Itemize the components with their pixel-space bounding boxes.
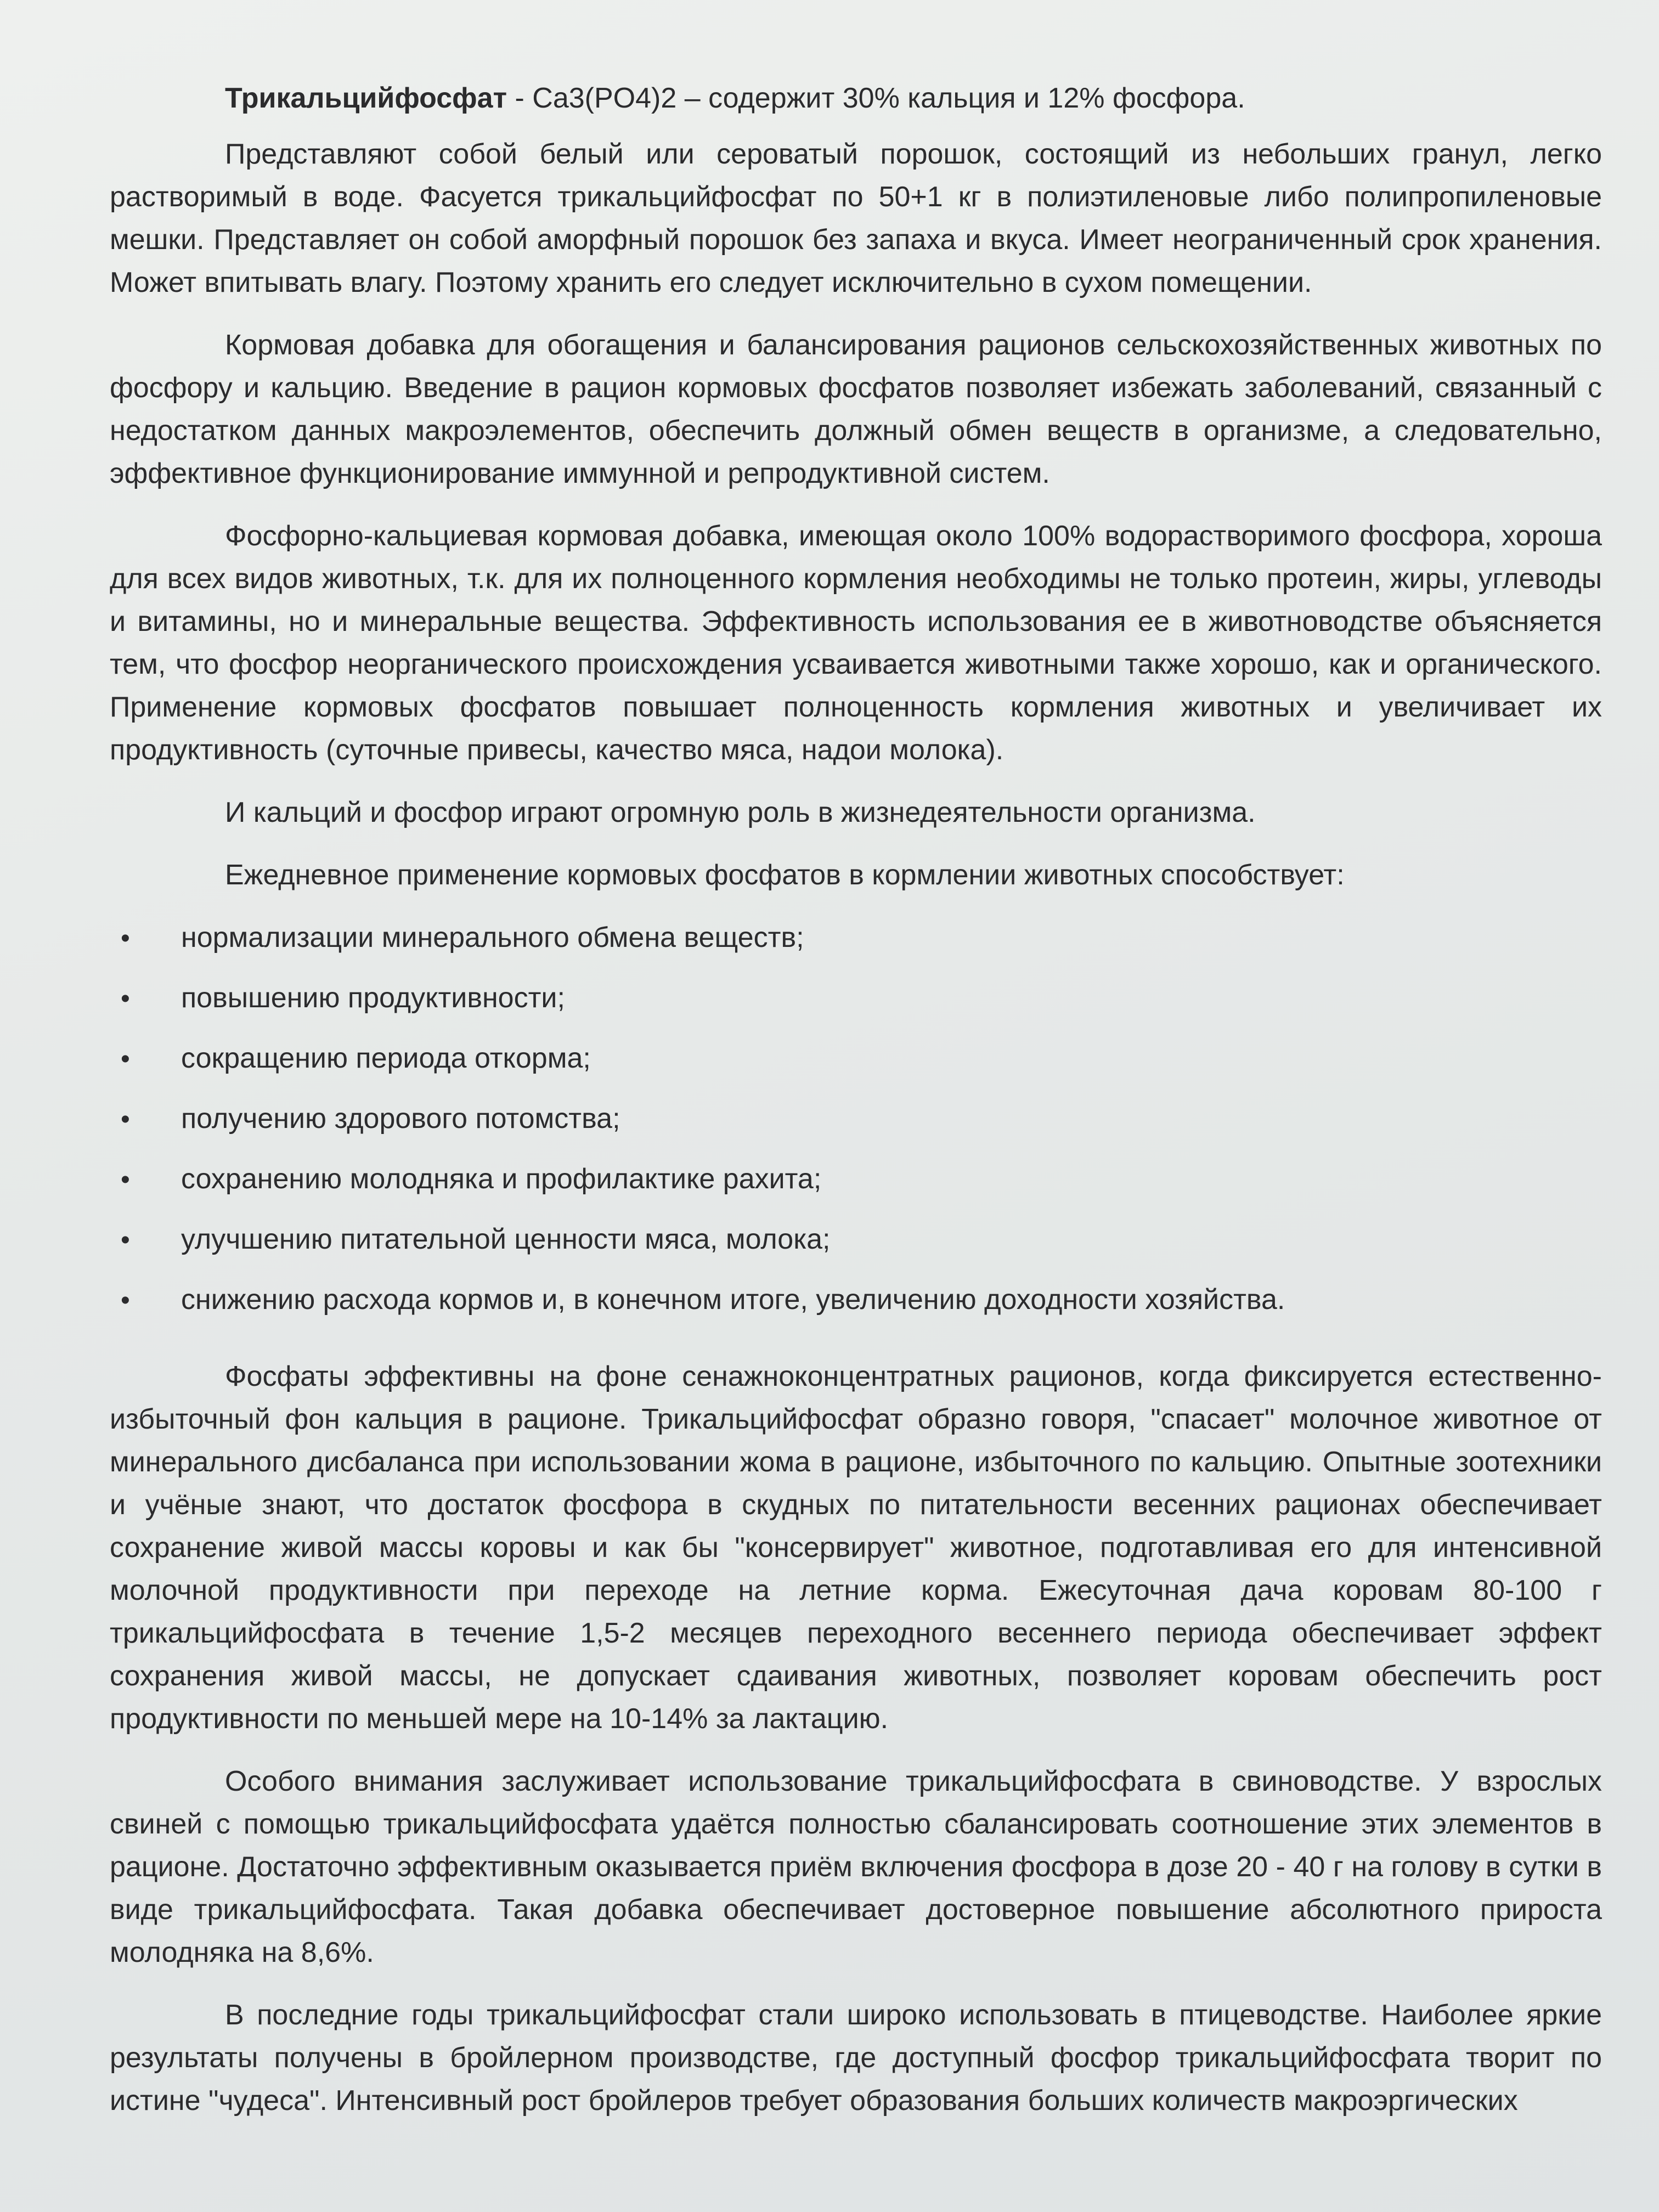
document-body — [110, 77, 1602, 2122]
list-item-text: улучшению питательной ценности мяса, молока; — [181, 1223, 831, 1255]
paragraph-phosphorus-calcium: Фосфорно-кальциевая кормовая добавка, имеющая около 100% водорастворимого фосфора, хороша для всех видов животных, т.к. для их полноценного кормления необходимы не только протеин, жиры, углеводы и витамины, но и минеральные вещества. Эффективность использования ее в животноводстве объясняется тем, что фосфор неорганического происхождения усваивается животными также хорошо, как и органического. Применение кормовых фосфатов повышает полноценность кормления животных и увеличивает их продуктивность (суточные привесы, качество мяса, надои молока). — [110, 520, 1602, 766]
list-item-text: снижению расхода кормов и, в конечном итоге, увеличению доходности хозяйства. — [181, 1284, 1285, 1316]
list-item-text: сохранению молодняка и профилактике рахита; — [181, 1163, 822, 1195]
list-item — [110, 1158, 1602, 1218]
paragraph-dairy: Фосфаты эффективны на фоне сенажноконцентратных рационов, когда фиксируется естественно-избыточный фон кальция в рационе. Трикальцийфосфат образно говоря, "спасает" молочное животное от минерального дисбаланса при использовании жома в рационе, избыточного по кальцию. Опытные зоотехники и учёные знают, что достаток фосфора в скудных по питательности весенних рационах обеспечивает сохранение живой массы коровы и как бы "консервирует" животное, подготавливая его для интенсивной молочной продуктивности при переходе на летние корма. Ежесуточная дача коровам 80-100 г трикальцийфосфата в течение 1,5-2 месяцев переходного весеннего периода обеспечивает эффект сохранения живой массы, не допускает сдаивания животных, позволяет коровам обеспечить рост продуктивности по меньшей мере на 10-14% за лактацию. — [110, 1361, 1602, 1735]
list-item — [110, 916, 1602, 977]
bullet-icon: • — [121, 1226, 130, 1255]
list-item-text: получению здорового потомства; — [181, 1103, 620, 1135]
bullet-icon: • — [121, 984, 130, 1013]
heading-bold-title: Трикальцийфосфат — [225, 82, 507, 114]
list-item — [110, 977, 1602, 1037]
list-item-text: повышению продуктивности; — [181, 982, 565, 1014]
bullet-icon: • — [121, 1165, 130, 1194]
heading-formula: - Ca3(PO4)2 – содержит 30% кальция и 12% фосфора. — [507, 82, 1245, 114]
bullet-icon: • — [121, 1105, 130, 1134]
paragraph-poultry: В последние годы трикальцийфосфат стали широко использовать в птицеводстве. Наиболее яркие результаты получены в бройлерном производстве, где доступный фосфор трикальцийфосфата творит по истине "чудеса". Интенсивный рост бройлеров требует образования больших количеств макроэргических — [110, 1999, 1602, 2117]
list-item-text: сокращению периода откорма; — [181, 1042, 591, 1074]
benefits-list — [110, 916, 1602, 1339]
list-item-text: нормализации минерального обмена веществ; — [181, 922, 804, 953]
list-item — [110, 1037, 1602, 1097]
paragraph-feed-additive: Кормовая добавка для обогащения и балансирования рационов сельскохозяйственных животных по фосфору и кальцию. Введение в рацион кормовых фосфатов позволяет избежать заболеваний, связанный с недостатком данных макроэлементов, обеспечить должный обмен веществ в организме, а следовательно, эффективное функционирование иммунной и репродуктивной систем. — [110, 329, 1602, 489]
document-heading — [110, 77, 1602, 120]
paragraph-role: И кальций и фосфор играют огромную роль в жизнедеятельности организма. — [225, 797, 1256, 828]
list-item — [110, 1278, 1602, 1339]
paragraph-pig-farming: Особого внимания заслуживает использование трикальцийфосфата в свиноводстве. У взрослых свиней с помощью трикальцийфосфата удаётся полностью сбалансировать соотношение этих элементов в рационе. Достаточно эффективным оказывается приём включения фосфора в дозе 20 - 40 г на голову в сутки в виде трикальцийфосфата. Такая добавка обеспечивает достоверное повышение абсолютного прироста молодняка на 8,6%. — [110, 1765, 1602, 1968]
bullet-icon: • — [121, 1045, 130, 1074]
paragraph-description: Представляют собой белый или сероватый порошок, состоящий из небольших гранул, легко растворимый в воде. Фасуется трикальцийфосфат по 50+1 кг в полиэтиленовые либо полипропиленовые мешки. Представляет он собой аморфный порошок без запаха и вкуса. Имеет неограниченный срок хранения. Может впитывать влагу. Поэтому хранить его следует исключительно в сухом помещении. — [110, 138, 1602, 298]
list-item — [110, 1218, 1602, 1278]
bullet-icon: • — [121, 924, 130, 953]
paragraph-list-intro: Ежедневное применение кормовых фосфатов в кормлении животных способствует: — [225, 859, 1345, 891]
list-item — [110, 1097, 1602, 1158]
bullet-icon: • — [121, 1286, 130, 1315]
